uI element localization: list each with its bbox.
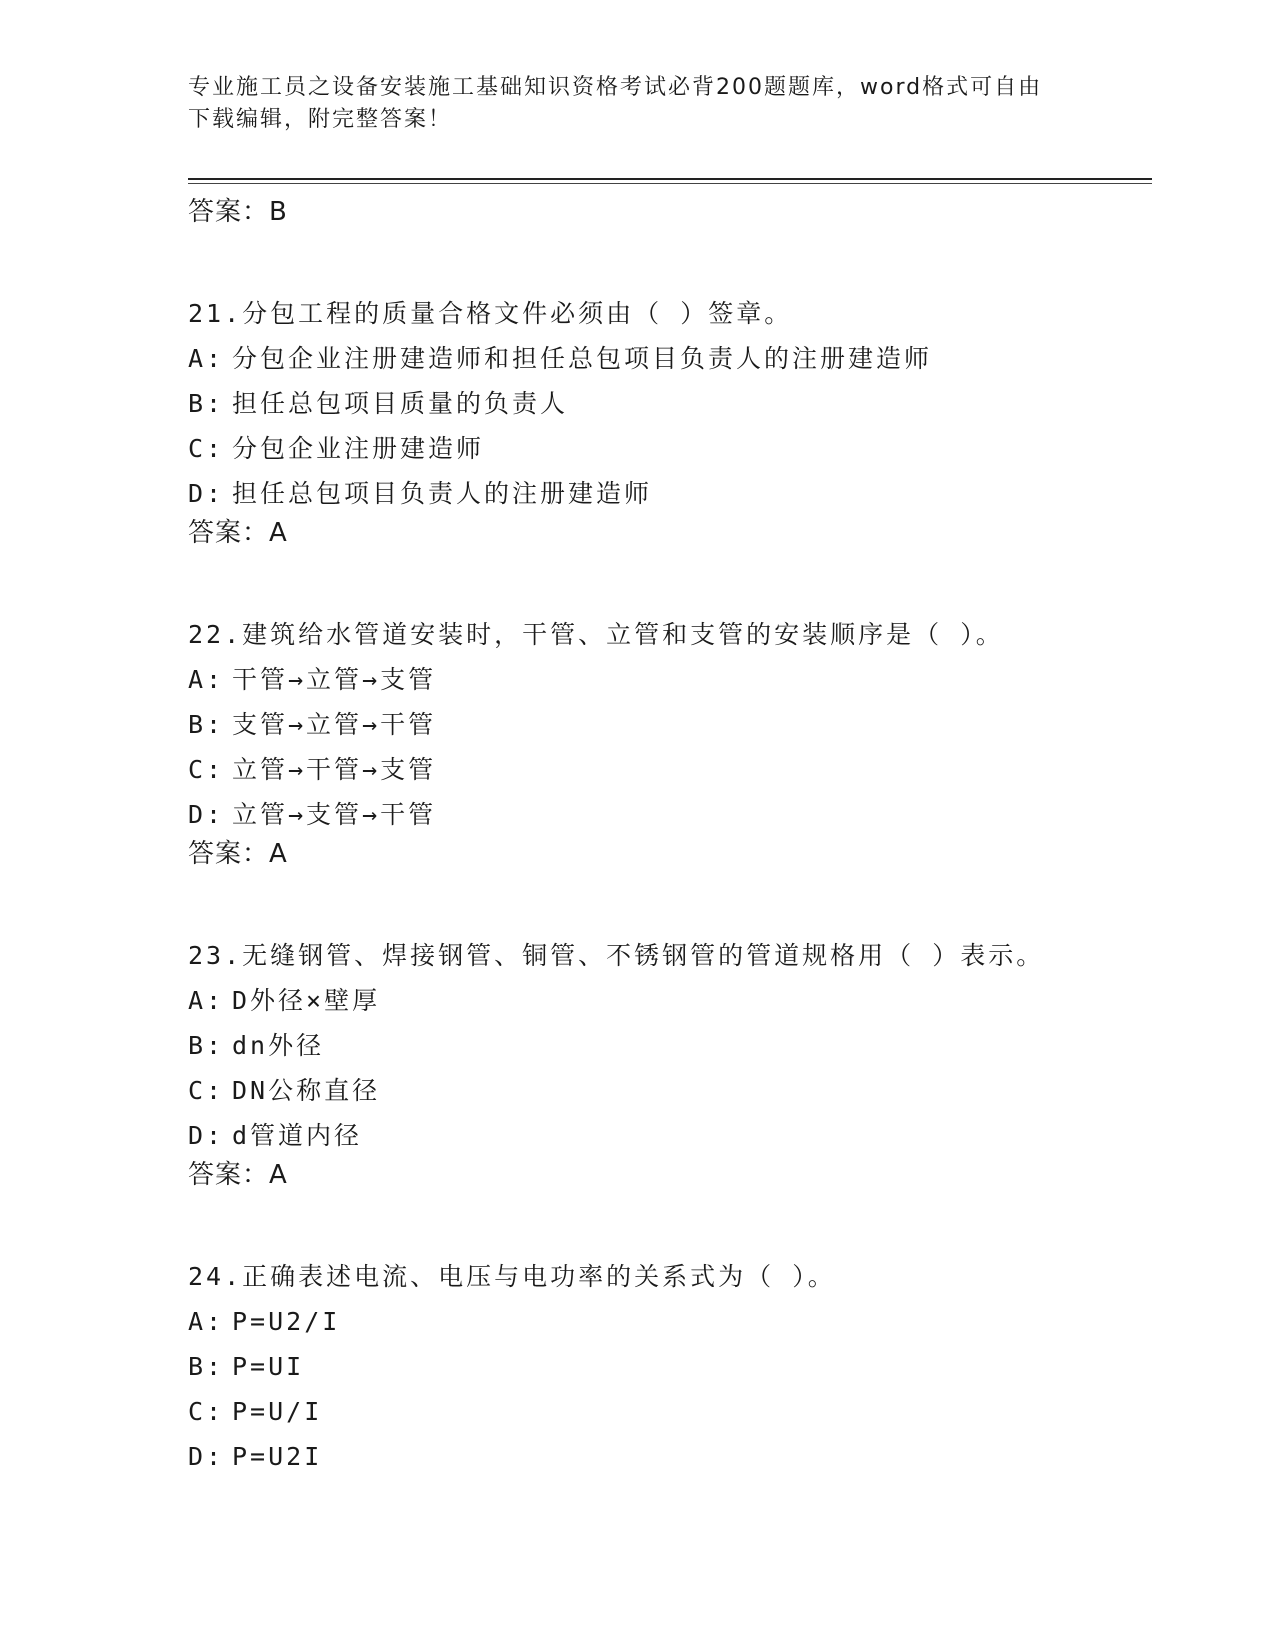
- option-text: 干管→立管→支管: [232, 665, 437, 694]
- option-text: dn外径: [232, 1031, 325, 1060]
- header-line-2: 下载编辑，附完整答案！: [188, 107, 453, 132]
- question-stem-22: 22.建筑给水管道安装时，干管、立管和支管的安装顺序是（ ）。: [188, 620, 1004, 649]
- option-text: P=U2I: [232, 1442, 323, 1471]
- option-key: C:: [188, 434, 225, 463]
- question-23-answer: 答案：A: [188, 1160, 288, 1190]
- spacer: [188, 229, 1152, 279]
- option-key: A:: [188, 665, 225, 694]
- option-text: P=UI: [232, 1352, 305, 1381]
- header-rule-thick: [188, 178, 1152, 180]
- question-23-option-a: [188, 984, 1152, 1018]
- option-key: A:: [188, 1307, 225, 1336]
- option-key: C:: [188, 1397, 225, 1426]
- question-21-option-d: [188, 477, 1152, 511]
- question-stem-23: 23.无缝钢管、焊接钢管、铜管、不锈钢管的管道规格用（ ）表示。: [188, 941, 1045, 970]
- question-list: [188, 190, 1152, 1474]
- option-text: 分包企业注册建造师和担任总包项目负责人的注册建造师: [232, 344, 933, 373]
- option-key: C:: [188, 755, 225, 784]
- option-key: A:: [188, 986, 225, 1015]
- header-rule-thin: [188, 183, 1152, 184]
- option-text: 分包企业注册建造师: [232, 434, 485, 463]
- option-key: D:: [188, 1442, 225, 1471]
- option-key: A:: [188, 344, 225, 373]
- option-text: 立管→干管→支管: [232, 755, 437, 784]
- document-header: [188, 72, 1068, 136]
- question-22-option-a: [188, 663, 1152, 697]
- option-text: P=U/I: [232, 1397, 323, 1426]
- option-text: 担任总包项目负责人的注册建造师: [232, 479, 653, 508]
- option-text: 担任总包项目质量的负责人: [232, 389, 569, 418]
- question-22-option-c: [188, 753, 1152, 787]
- spacer: [188, 871, 1152, 921]
- option-key: B:: [188, 1031, 225, 1060]
- option-key: B:: [188, 710, 225, 739]
- question-24-option-d: [188, 1440, 1152, 1474]
- question-21-option-a: [188, 342, 1152, 376]
- question-24-option-c: [188, 1395, 1152, 1429]
- previous-answer: 答案：B: [188, 197, 288, 227]
- option-text: P=U2/I: [232, 1307, 341, 1336]
- header-line-1: 专业施工员之设备安装施工基础知识资格考试必背200题题库，word格式可自由: [188, 75, 1043, 100]
- option-key: D:: [188, 1121, 225, 1150]
- option-text: D外径×壁厚: [232, 986, 381, 1015]
- option-key: B:: [188, 389, 225, 418]
- option-text: 立管→支管→干管: [232, 800, 437, 829]
- option-key: C:: [188, 1076, 225, 1105]
- question-24-option-a: [188, 1305, 1152, 1339]
- question-21-option-b: [188, 387, 1152, 421]
- spacer: [188, 1192, 1152, 1242]
- question-22-answer: 答案：A: [188, 839, 288, 869]
- option-key: D:: [188, 479, 225, 508]
- question-21-option-c: [188, 432, 1152, 466]
- option-key: B:: [188, 1352, 225, 1381]
- question-stem-24: 24.正确表述电流、电压与电功率的关系式为（ ）。: [188, 1262, 836, 1291]
- option-text: 支管→立管→干管: [232, 710, 437, 739]
- question-stem-21: 21.分包工程的质量合格文件必须由（ ）签章。: [188, 299, 793, 328]
- option-text: DN公称直径: [232, 1076, 381, 1105]
- question-23-option-d: [188, 1119, 1152, 1153]
- question-23-option-b: [188, 1029, 1152, 1063]
- question-22-option-b: [188, 708, 1152, 742]
- question-22-option-d: [188, 798, 1152, 832]
- question-23-option-c: [188, 1074, 1152, 1108]
- question-24-option-b: [188, 1350, 1152, 1384]
- spacer: [188, 550, 1152, 600]
- option-text: d管道内径: [232, 1121, 363, 1150]
- question-21-answer: 答案：A: [188, 518, 288, 548]
- option-key: D:: [188, 800, 225, 829]
